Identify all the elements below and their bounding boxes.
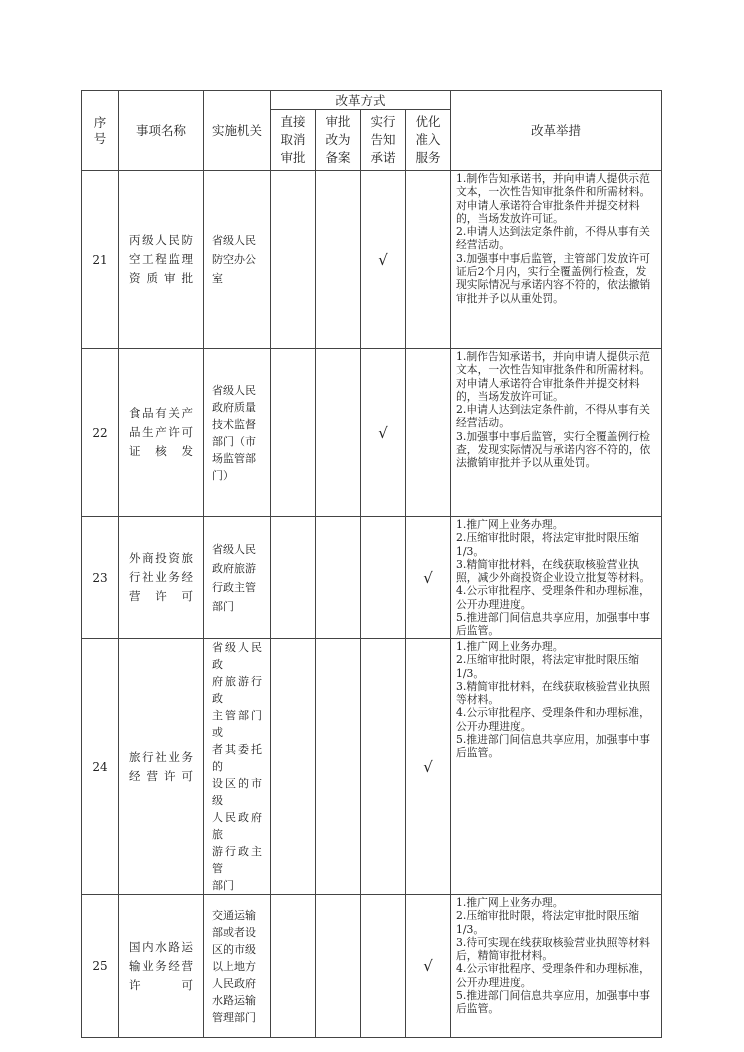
row-method-optimize	[406, 171, 451, 349]
row-agency-line: 场监管部	[212, 451, 256, 465]
row-method-filing	[316, 517, 361, 639]
row-item-name-line: 丙级人民防	[129, 233, 193, 247]
header-method-commitment-line: 实行	[370, 114, 396, 129]
measure-item: 5.推进部门间信息共享应用，加强事中事后监管。	[456, 989, 650, 1016]
row-method-cancel	[271, 171, 316, 349]
header-method-filing-line: 改为	[325, 132, 351, 147]
table-row	[82, 895, 662, 1038]
measure-item: 1.制作告知承诺书，并向申请人提供示范文本，一次性告知审批条件和所需材料。对申请人承诺符合审批条件并提交材料的，当场发放许可证。	[456, 172, 651, 225]
row-agency-line: 人民政府	[212, 976, 256, 990]
row-method-cancel	[271, 349, 316, 517]
row-method-cancel	[271, 517, 316, 639]
header-method-commitment-line: 承诺	[370, 150, 396, 165]
row-agency-line: 部门	[212, 599, 234, 613]
measure-item: 4.公示审批程序、受理条件和办理标准，公开办理进度。	[456, 706, 650, 733]
row-agency-line: 以上地方	[212, 959, 256, 973]
row-agency-line: 行政主管	[212, 580, 256, 594]
header-method-cancel-line: 审批	[280, 150, 306, 165]
header-measures: 改革举措	[451, 91, 662, 171]
header-seq-text: 序号	[93, 114, 107, 146]
header-method-optimize-line: 服务	[415, 150, 441, 165]
header-method-optimize	[406, 110, 451, 171]
row-item-name-line: 空工程监理	[129, 252, 193, 266]
row-measures	[451, 349, 662, 517]
row-item-name-line: 经营许可	[129, 768, 193, 783]
table-body	[82, 171, 662, 1038]
row-method-optimize	[406, 349, 451, 517]
row-agency-line: 省级人民政	[212, 641, 262, 671]
row-item-name-line: 国内水路运	[129, 939, 193, 954]
measure-item: 4.公示审批程序、受理条件和办理标准，公开办理进度。	[456, 584, 650, 611]
row-item-name-line: 资质审批	[129, 271, 193, 285]
row-agency-line: 门）	[212, 468, 234, 482]
row-agency-line: 室	[212, 272, 223, 285]
row-method-optimize	[406, 639, 451, 895]
row-agency	[204, 349, 271, 517]
measure-item: 3.待可实现在线获取核验营业执照等材料后，精简审批材料。	[456, 935, 650, 963]
row-agency-line: 部门（市	[212, 434, 256, 448]
header-agency: 实施机关	[204, 91, 271, 171]
row-agency-line: 省级人民	[212, 383, 256, 397]
row-measures	[451, 895, 662, 1038]
reform-table	[81, 90, 662, 1038]
measure-item: 2.压缩审批时限，将法定审批时限压缩1/3。	[456, 531, 640, 558]
row-item-name	[119, 517, 204, 639]
row-measures	[451, 171, 662, 349]
measure-item: 5.推进部门间信息共享应用，加强事中事后监管。	[456, 611, 650, 638]
check-mark-icon: √	[423, 568, 433, 587]
check-mark-icon: √	[378, 423, 388, 442]
measure-item: 3.加强事中事后监管，实行全覆盖例行检查，发现实际情况与承诺内容不符的，依法撤销审批并予以从重处罚。	[456, 429, 651, 470]
row-method-cancel	[271, 639, 316, 895]
row-item-name-line: 许可	[129, 977, 193, 992]
row-seq: 22	[82, 349, 119, 517]
measure-item: 4.公示审批程序、受理条件和办理标准，公开办理进度。	[456, 962, 650, 989]
row-item-name-line: 旅行社业务	[129, 749, 193, 764]
row-method-optimize	[406, 895, 451, 1038]
row-method-commitment	[361, 349, 406, 517]
row-item-name-line: 证核发	[129, 444, 193, 458]
measure-item: 5.推进部门间信息共享应用，加强事中事后监管。	[456, 733, 650, 760]
measure-item: 3.精简审批材料，在线获取核验营业执照，减少外商投资企业设立批复等材料。	[456, 557, 651, 585]
header-method-commitment-line: 告知	[370, 132, 396, 147]
row-agency-line: 政府质量	[212, 400, 256, 414]
table-row	[82, 517, 662, 639]
row-seq: 24	[82, 639, 119, 895]
row-agency-line: 主管部门或	[212, 709, 262, 739]
header-method-filing	[316, 110, 361, 171]
header-method-optimize-line: 准入	[415, 132, 441, 147]
row-agency-line: 府旅游行政	[212, 675, 262, 705]
row-agency-line: 管理部门	[212, 1010, 256, 1024]
row-agency-line: 技术监督	[212, 417, 256, 431]
header-method-commitment	[361, 110, 406, 171]
row-agency-line: 部门	[212, 879, 234, 892]
row-method-filing	[316, 171, 361, 349]
row-method-commitment	[361, 639, 406, 895]
header-reform-method: 改革方式	[271, 91, 451, 110]
header-method-cancel-line: 直接	[280, 114, 306, 129]
row-method-commitment	[361, 895, 406, 1038]
row-seq: 23	[82, 517, 119, 639]
header-method-cancel	[271, 110, 316, 171]
row-agency-line: 交通运输	[212, 908, 256, 922]
check-mark-icon: √	[423, 957, 433, 975]
row-measures	[451, 517, 662, 639]
measure-item: 3.精简审批材料，在线获取核验营业执照等材料。	[456, 679, 650, 707]
row-method-optimize	[406, 517, 451, 639]
header-method-filing-line: 审批	[325, 114, 351, 129]
header-item-name: 事项名称	[119, 91, 204, 171]
row-item-name-line: 外商投资旅	[129, 551, 193, 565]
measure-item: 1.推广网上业务办理。	[456, 896, 564, 909]
measure-item: 1.推广网上业务办理。	[456, 640, 564, 653]
row-measures	[451, 639, 662, 895]
row-item-name	[119, 349, 204, 517]
row-item-name-line: 食品有关产	[129, 406, 193, 420]
measure-item: 2.申请人达到法定条件前，不得从事有关经营活动。	[456, 225, 650, 252]
row-item-name	[119, 171, 204, 349]
row-agency-line: 设区的市级	[212, 777, 262, 807]
row-agency-line: 省级人民	[212, 542, 256, 556]
row-agency-line: 防空办公	[212, 253, 256, 266]
header-method-filing-line: 备案	[325, 150, 351, 165]
measure-item: 2.压缩审批时限，将法定审批时限压缩1/3。	[456, 653, 640, 680]
row-method-cancel	[271, 895, 316, 1038]
check-mark-icon: √	[378, 250, 388, 269]
row-item-name-line: 品生产许可	[129, 425, 193, 439]
row-method-filing	[316, 639, 361, 895]
table-row	[82, 639, 662, 895]
measure-item: 1.推广网上业务办理。	[456, 518, 564, 531]
row-method-filing	[316, 349, 361, 517]
header-method-cancel-line: 取消	[280, 132, 306, 147]
row-agency-line: 部或者设	[212, 925, 256, 939]
row-method-commitment	[361, 171, 406, 349]
row-agency-line: 政府旅游	[212, 561, 256, 575]
row-agency-line: 游行政主管	[212, 845, 262, 875]
table-row	[82, 349, 662, 517]
row-agency	[204, 895, 271, 1038]
row-item-name	[119, 639, 204, 895]
row-agency	[204, 517, 271, 639]
row-agency-line: 区的市级	[212, 942, 256, 956]
row-agency-line: 人民政府旅	[212, 811, 262, 841]
check-mark-icon: √	[423, 757, 433, 776]
table-row	[82, 171, 662, 349]
measure-item: 2.申请人达到法定条件前，不得从事有关经营活动。	[456, 403, 650, 430]
row-item-name-line: 输业务经营	[129, 958, 193, 973]
row-method-filing	[316, 895, 361, 1038]
row-method-commitment	[361, 517, 406, 639]
row-agency	[204, 171, 271, 349]
header-method-optimize-line: 优化	[415, 114, 441, 129]
row-agency-line: 者其委托的	[212, 743, 262, 773]
measure-item: 3.加强事中事后监管，主管部门发放许可证后2个月内，实行全覆盖例行检查，发现实际情况与承诺内容不符的，依法撤销审批并予以从重处罚。	[456, 251, 651, 305]
row-agency-line: 水路运输	[212, 993, 256, 1007]
row-item-name	[119, 895, 204, 1038]
row-seq: 25	[82, 895, 119, 1038]
header-seq	[82, 91, 119, 171]
measure-item: 2.压缩审批时限，将法定审批时限压缩1/3。	[456, 909, 640, 936]
row-item-name-line: 营许可	[129, 589, 193, 603]
row-agency	[204, 639, 271, 895]
row-item-name-line: 行社业务经	[129, 570, 193, 584]
measure-item: 1.制作告知承诺书，并向申请人提供示范文本，一次性告知审批条件和所需材料。对申请人承诺符合审批条件并提交材料的，当场发放许可证。	[456, 350, 651, 403]
row-agency-line: 省级人民	[212, 234, 256, 247]
row-seq: 21	[82, 171, 119, 349]
